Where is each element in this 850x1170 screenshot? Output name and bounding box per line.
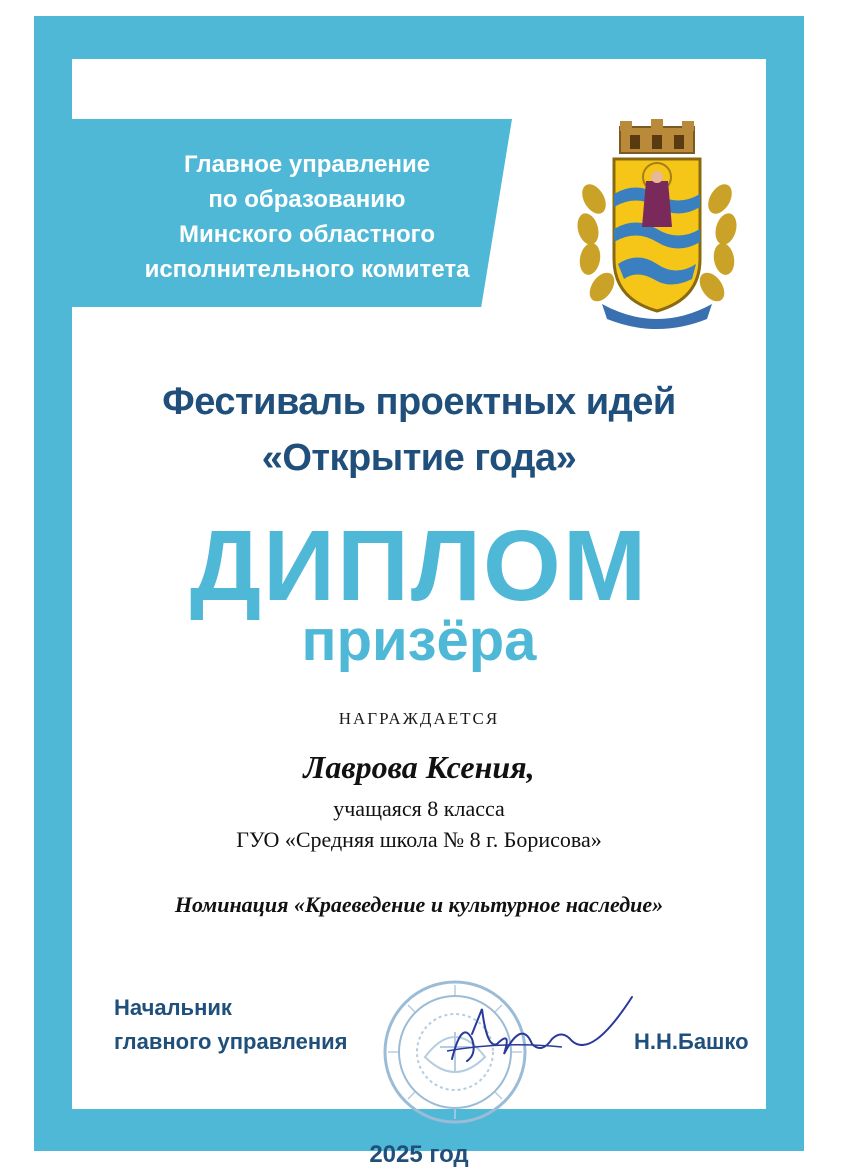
signatory-title-line-1: Начальник (114, 995, 232, 1020)
handwritten-signature-icon (442, 989, 642, 1079)
issuer-line-2: по образованию (208, 186, 406, 213)
nomination: Номинация «Краеведение и культурное наследие» (174, 892, 664, 917)
diploma-subtitle: призёра (301, 608, 537, 673)
diploma-frame (34, 16, 804, 1168)
festival-title-line-2: «Открытие года» (261, 437, 577, 479)
issuer-line-4: исполнительного комитета (144, 256, 470, 283)
recipient-name: Лаврова Ксения, (303, 749, 535, 785)
festival-title (72, 374, 766, 486)
diploma-title: ДИПЛОМ (189, 510, 649, 622)
diploma-inner-panel (72, 59, 766, 1168)
award-year: 2025 год (369, 1141, 469, 1168)
recipient-class: учащаяся 8 класса (333, 796, 505, 821)
signatory-name: Н.Н.Башко (634, 1029, 749, 1054)
issuer-line-3: Минского областного (178, 221, 436, 248)
signatory-title-line-2: главного управления (114, 1029, 348, 1054)
awarded-label: НАГРАЖДАЕТСЯ (338, 709, 500, 728)
signatory-title (114, 991, 348, 1059)
issuer-text (102, 147, 512, 287)
festival-title-line-1: Фестиваль проектных идей (162, 381, 676, 423)
issuer-line-1: Главное управление (183, 151, 431, 178)
coat-of-arms-icon (572, 119, 742, 329)
recipient-school: ГУО «Средняя школа № 8 г. Борисова» (236, 827, 602, 852)
